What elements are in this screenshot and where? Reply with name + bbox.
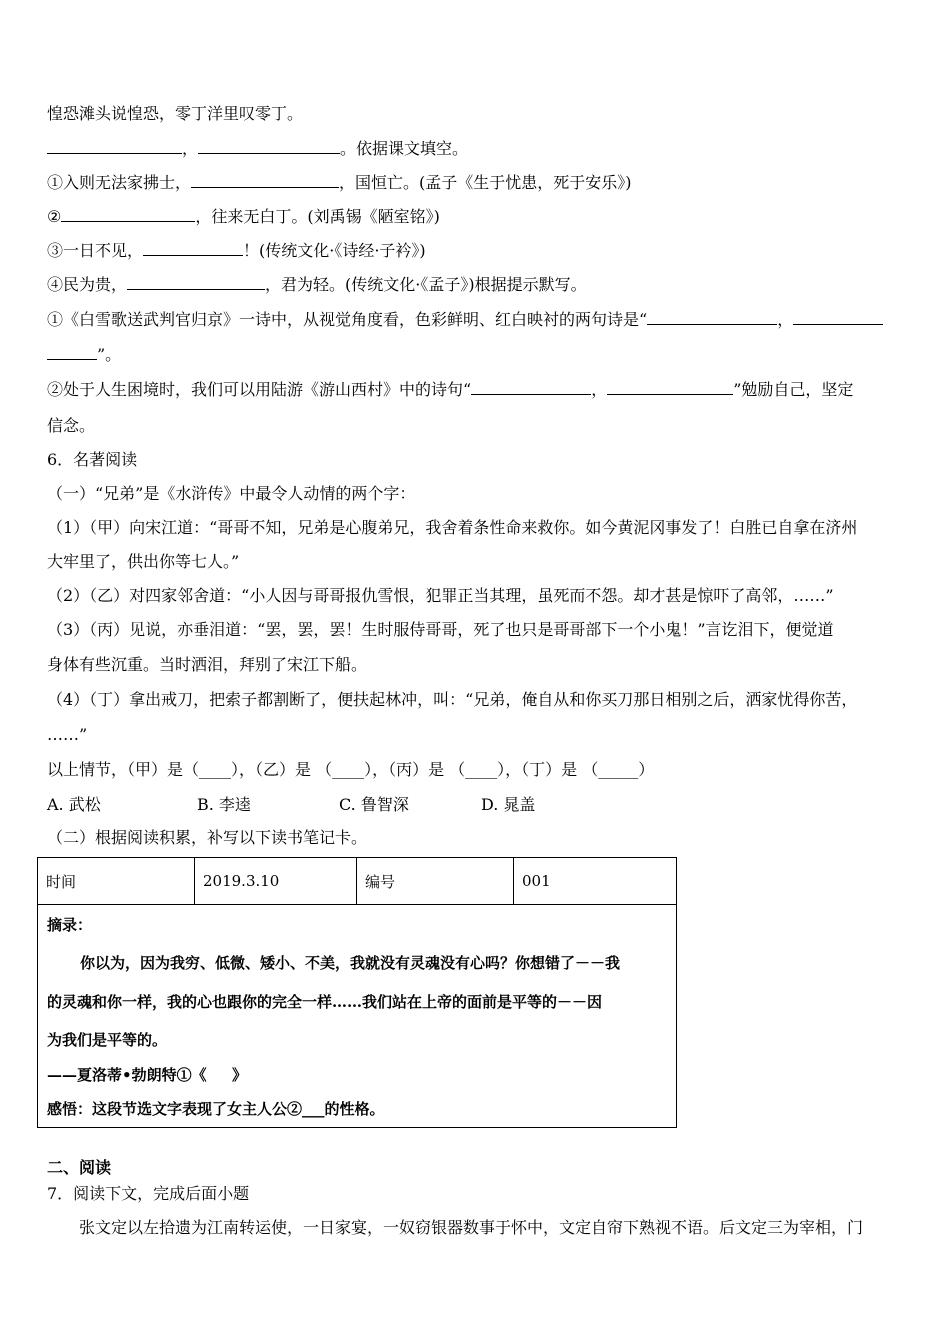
fill-in-line: ③一日不见， ！(传统文化·《诗经·子衿》) <box>47 241 426 260</box>
question-heading: 7．阅读下文，完成后面小题 <box>47 1184 250 1203</box>
text-line: （1）（甲）向宋江道：“哥哥不知，兄弟是心腹弟兄，我舍着条性命来救你。如今黄泥冈事发了！白胜已自拿在济州 <box>47 518 858 537</box>
text-line: （3）（丙）见说，亦垂泪道：“罢，罢，罢！生时服侍哥哥，死了也只是哥哥部下一个小鬼！”言讫泪下，便觉道 <box>47 620 834 639</box>
answer-blank[interactable] <box>127 274 265 290</box>
answer-blank[interactable] <box>191 172 339 188</box>
fill-in-line: ①《白雪歌送武判官归京》一诗中，从视觉角度看，色彩鲜明、红白映衬的两句诗是“ ， <box>47 309 883 330</box>
passage-line: 张文定以左拾遗为江南转运使，一日家宴，一奴窃银器数事于怀中，文定自帘下熟视不语。后文定三为宰相，门 <box>79 1218 864 1237</box>
insight-line[interactable]: 感悟：这段节选文字表现了女主人公②___的性格。 <box>47 1100 385 1118</box>
text-line: （一）“兄弟”是《水浒传》中最令人动情的两个字： <box>47 484 416 503</box>
option-d[interactable]: D. 晁盖 <box>481 795 536 814</box>
option-c[interactable]: C. 鲁智深 <box>339 795 409 814</box>
text-line: 身体有些沉重。当时洒泪，拜别了宋江下船。 <box>47 655 368 674</box>
text-line: （4）（丁）拿出戒刀，把索子都割断了，便扶起林冲，叫：“兄弟，俺自从和你买刀那日相别之后，洒家忧得你苦， <box>47 690 858 709</box>
text-line: （二）根据阅读积累，补写以下读书笔记卡。 <box>47 828 368 847</box>
option-b[interactable]: B. 李逵 <box>197 795 251 814</box>
fill-in-line: ②处于人生困境时，我们可以用陆游《游山西村》中的诗句“ ， ”勉励自己，坚定 <box>47 380 854 399</box>
text-line: 惶恐滩头说惶恐，零丁洋里叹零丁。 <box>47 104 304 123</box>
number-value: 001 <box>514 858 677 905</box>
text-line: 大牢里了，供出你等七人。” <box>47 552 240 571</box>
fill-in-line: ①入则无法家拂士， ，国恒亡。(孟子《生于忧患，死于安乐》) <box>47 173 632 192</box>
text-line: 以上情节，（甲）是（____），（乙）是 （____），（丙）是 （____），（丁）是 （_____） <box>47 760 655 779</box>
answer-blank[interactable] <box>61 206 195 222</box>
section-heading: 二、阅读 <box>47 1158 112 1177</box>
answer-blank[interactable] <box>198 138 340 154</box>
answer-blank[interactable] <box>143 240 243 256</box>
fill-in-line: ， 。依据课文填空。 <box>47 138 468 159</box>
option-a[interactable]: A. 武松 <box>47 795 101 814</box>
text-line: （2）（乙）对四家邻舍道：“小人因与哥哥报仇雪恨，犯罪正当其理，虽死而不怨。却才甚是惊吓了高邻，……” <box>47 586 834 605</box>
question-heading: 6．名著阅读 <box>47 450 138 469</box>
answer-blank[interactable] <box>471 379 591 395</box>
fill-in-line: ④民为贵， ，君为轻。(传统文化·《孟子》)根据提示默写。 <box>47 275 587 294</box>
time-value: 2019.3.10 <box>195 858 357 905</box>
author-line[interactable]: ——夏洛蒂•勃朗特①《 》 <box>47 1066 248 1084</box>
excerpt-line: 你以为，因为我穷、低微、矮小、不美，我就没有灵魂没有心吗？你想错了－－我 <box>80 954 621 972</box>
fill-in-line: ② ，往来无白丁。(刘禹锡《陋室铭》) <box>47 207 440 226</box>
text-line: 信念。 <box>47 416 96 435</box>
number-label: 编号 <box>357 858 514 905</box>
answer-blank[interactable] <box>647 309 777 325</box>
answer-blank[interactable] <box>47 138 182 154</box>
answer-blank[interactable] <box>793 309 883 325</box>
excerpt-line: 的灵魂和你一样，我的心也跟你的完全一样……我们站在上帝的面前是平等的－－因 <box>47 993 603 1011</box>
reading-note-card <box>37 857 677 1128</box>
time-label: 时间 <box>38 858 195 905</box>
fill-in-line: ”。 <box>47 344 121 365</box>
excerpt-label: 摘录： <box>47 916 93 934</box>
card-body <box>38 905 677 1128</box>
text-line: ……” <box>47 725 88 744</box>
answer-blank[interactable] <box>607 379 733 395</box>
answer-blank[interactable] <box>47 344 97 360</box>
excerpt-line: 为我们是平等的。 <box>47 1031 168 1049</box>
